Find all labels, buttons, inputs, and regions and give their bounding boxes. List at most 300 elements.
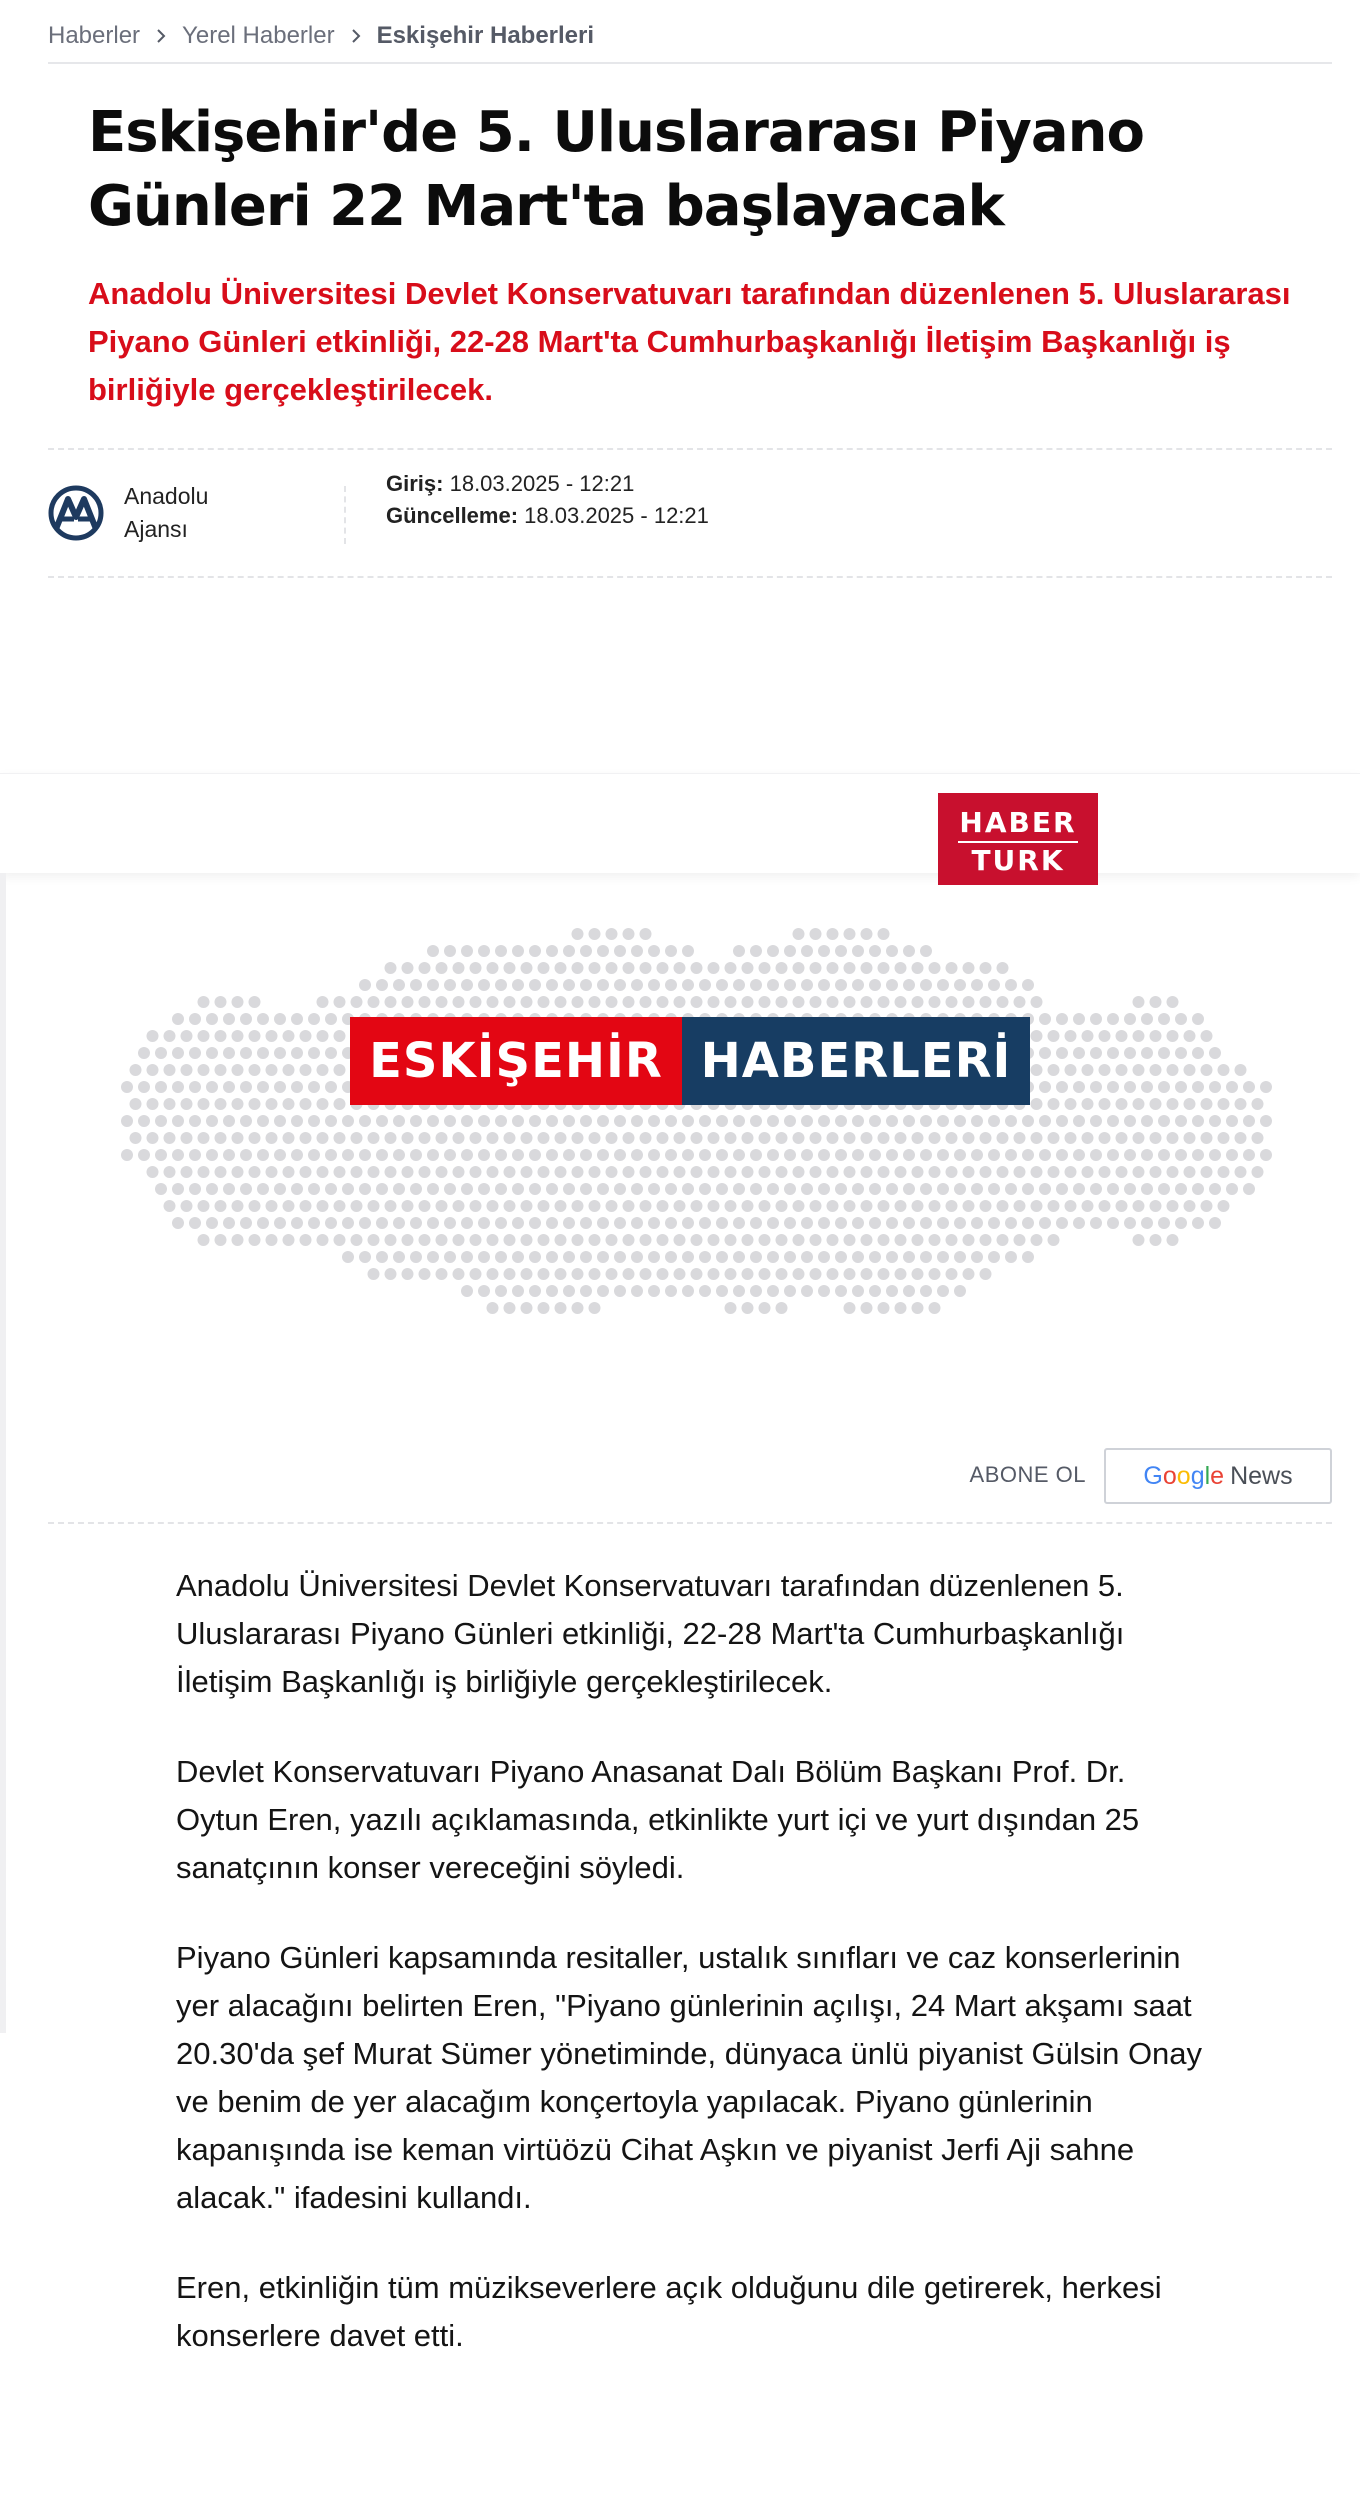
map-dot — [529, 1285, 541, 1297]
map-dot — [589, 928, 601, 940]
map-dot — [317, 1064, 329, 1076]
map-dot — [1090, 1217, 1102, 1229]
map-dot — [147, 1098, 159, 1110]
google-wordmark: Google — [1143, 1461, 1225, 1490]
map-dot — [512, 979, 524, 991]
map-dot — [1192, 1217, 1204, 1229]
map-dot — [716, 1251, 728, 1263]
map-dot — [504, 1268, 516, 1280]
map-dot — [283, 1030, 295, 1042]
map-dot — [844, 962, 856, 974]
map-dot — [368, 1132, 380, 1144]
map-dot — [555, 1302, 567, 1314]
map-dot — [300, 1200, 312, 1212]
map-dot — [1260, 1081, 1272, 1093]
map-dot — [538, 962, 550, 974]
map-dot — [954, 1285, 966, 1297]
map-dot — [1022, 1217, 1034, 1229]
map-dot — [283, 1200, 295, 1212]
map-dot — [912, 1132, 924, 1144]
map-dot — [546, 1183, 558, 1195]
map-dot — [589, 1302, 601, 1314]
map-dot — [708, 1268, 720, 1280]
map-dot — [249, 996, 261, 1008]
map-dot — [393, 1149, 405, 1161]
map-dot — [172, 1217, 184, 1229]
map-dot — [325, 1081, 337, 1093]
map-dot — [1133, 1098, 1145, 1110]
map-dot — [657, 1234, 669, 1246]
map-dot — [410, 979, 422, 991]
map-dot — [223, 1217, 235, 1229]
map-dot — [427, 1115, 439, 1127]
map-dot — [215, 1234, 227, 1246]
map-dot — [835, 1285, 847, 1297]
map-dot — [368, 996, 380, 1008]
map-dot — [181, 1098, 193, 1110]
map-dot — [376, 1251, 388, 1263]
map-dot — [283, 1064, 295, 1076]
map-dot — [946, 996, 958, 1008]
map-dot — [716, 1149, 728, 1161]
map-dot — [623, 1132, 635, 1144]
map-dot — [1175, 1115, 1187, 1127]
map-dot — [861, 1166, 873, 1178]
map-dot — [1082, 1132, 1094, 1144]
map-dot — [1252, 1132, 1264, 1144]
map-dot — [1192, 1149, 1204, 1161]
map-dot — [351, 1166, 363, 1178]
map-dot — [963, 1268, 975, 1280]
map-dot — [665, 1285, 677, 1297]
map-dot — [155, 1115, 167, 1127]
map-dot — [631, 1183, 643, 1195]
map-dot — [623, 1200, 635, 1212]
map-dot — [1150, 1166, 1162, 1178]
map-dot — [555, 996, 567, 1008]
map-dot — [606, 1268, 618, 1280]
map-dot — [359, 979, 371, 991]
map-dot — [1031, 1098, 1043, 1110]
map-dot — [1065, 1064, 1077, 1076]
map-dot — [478, 979, 490, 991]
map-dot — [1082, 1030, 1094, 1042]
map-dot — [1167, 996, 1179, 1008]
map-dot — [393, 1115, 405, 1127]
map-dot — [648, 979, 660, 991]
map-dot — [963, 1166, 975, 1178]
map-dot — [215, 1098, 227, 1110]
map-dot — [674, 1268, 686, 1280]
map-dot — [903, 1115, 915, 1127]
map-dot — [614, 945, 626, 957]
map-dot — [1065, 1132, 1077, 1144]
media-header-bar — [0, 773, 1360, 873]
map-dot — [563, 1183, 575, 1195]
map-dot — [232, 1064, 244, 1076]
map-dot — [954, 1251, 966, 1263]
map-dot — [708, 1200, 720, 1212]
map-dot — [980, 1200, 992, 1212]
map-dot — [640, 962, 652, 974]
map-dot — [1209, 1081, 1221, 1093]
map-dot — [572, 1268, 584, 1280]
map-dot — [410, 1251, 422, 1263]
map-dot — [597, 1115, 609, 1127]
map-dot — [716, 979, 728, 991]
map-dot — [793, 996, 805, 1008]
map-dot — [308, 1115, 320, 1127]
map-dot — [861, 1132, 873, 1144]
map-dot — [1065, 1098, 1077, 1110]
map-dot — [1218, 1098, 1230, 1110]
map-dot — [733, 1217, 745, 1229]
map-dot — [512, 1285, 524, 1297]
map-dot — [215, 1166, 227, 1178]
map-dot — [818, 1251, 830, 1263]
source-info[interactable] — [48, 480, 254, 546]
map-dot — [444, 1115, 456, 1127]
map-dot — [1133, 996, 1145, 1008]
map-dot — [674, 1200, 686, 1212]
map-dot — [232, 1166, 244, 1178]
map-dot — [818, 1183, 830, 1195]
map-dot — [538, 996, 550, 1008]
map-dot — [376, 1115, 388, 1127]
map-dot — [351, 996, 363, 1008]
map-dot — [300, 1166, 312, 1178]
map-dot — [249, 1030, 261, 1042]
map-dot — [750, 1115, 762, 1127]
map-dot — [665, 1149, 677, 1161]
article-paragraph: Piyano Günleri kapsamında resitaller, ustalık sınıfları ve caz konserlerinin yer alacağını belirten Eren, "Piyano günlerinin açılışı, 24 Mart akşamı saat 20.30'da şef Murat Sümer yönetiminde, dünyaca ünlü piyanist Gülsin Onay ve benim de yer alacağım konçertoyla yapılacak. Piyano günlerinin kapanışında ise keman virtüözü Cihat Aşkın ve piyanist Jerfi Aji sahne alacak." ifadesini kullandı. — [176, 1940, 1203, 2215]
map-dot — [1014, 1200, 1026, 1212]
map-dot — [708, 1234, 720, 1246]
map-dot — [759, 1200, 771, 1212]
map-dot — [835, 1183, 847, 1195]
map-dot — [529, 1149, 541, 1161]
map-dot — [750, 1183, 762, 1195]
map-dot — [606, 1166, 618, 1178]
map-dot — [342, 1183, 354, 1195]
map-dot — [733, 979, 745, 991]
map-dot — [257, 1013, 269, 1025]
map-dot — [665, 1217, 677, 1229]
map-dot — [657, 962, 669, 974]
chevron-right-icon — [345, 25, 367, 47]
map-dot — [495, 1251, 507, 1263]
map-dot — [317, 1030, 329, 1042]
map-dot — [453, 1200, 465, 1212]
map-dot — [249, 1234, 261, 1246]
map-dot — [1116, 1030, 1128, 1042]
map-dot — [1218, 1166, 1230, 1178]
map-dot — [682, 979, 694, 991]
map-dot — [886, 1285, 898, 1297]
map-dot — [980, 962, 992, 974]
map-dot — [733, 1183, 745, 1195]
map-dot — [529, 945, 541, 957]
map-dot — [920, 1115, 932, 1127]
map-dot — [1124, 1115, 1136, 1127]
map-dot — [453, 1132, 465, 1144]
map-dot — [1192, 1183, 1204, 1195]
map-dot — [606, 996, 618, 1008]
article-paragraph: Eren, etkinliğin tüm müzikseverlere açık olduğunu dile getirerek, herkesi konserlere davet etti. — [176, 2270, 1162, 2353]
map-dot — [946, 1132, 958, 1144]
map-dot — [971, 1217, 983, 1229]
map-dot — [240, 1183, 252, 1195]
map-dot — [240, 1047, 252, 1059]
map-dot — [1175, 1183, 1187, 1195]
map-dot — [1150, 1064, 1162, 1076]
map-dot — [827, 1132, 839, 1144]
map-dot — [274, 1115, 286, 1127]
map-dot — [308, 1081, 320, 1093]
map-dot — [427, 1217, 439, 1229]
map-dot — [1260, 1115, 1272, 1127]
map-dot — [631, 1251, 643, 1263]
map-dot — [997, 1132, 1009, 1144]
map-dot — [954, 979, 966, 991]
map-dot — [342, 1149, 354, 1161]
map-dot — [776, 1234, 788, 1246]
map-dot — [920, 1285, 932, 1297]
map-dot — [504, 962, 516, 974]
map-dot — [555, 1234, 567, 1246]
map-dot — [971, 1251, 983, 1263]
map-dot — [206, 1047, 218, 1059]
map-dot — [1133, 1030, 1145, 1042]
breadcrumb-item-haberler[interactable]: Haberler — [48, 22, 141, 49]
map-dot — [810, 1234, 822, 1246]
map-dot — [189, 1115, 201, 1127]
map-dot — [631, 979, 643, 991]
map-dot — [1005, 1217, 1017, 1229]
map-dot — [300, 1234, 312, 1246]
map-dot — [1090, 1115, 1102, 1127]
map-dot — [640, 1268, 652, 1280]
map-dot — [1167, 1166, 1179, 1178]
map-dot — [402, 1234, 414, 1246]
map-dot — [155, 1183, 167, 1195]
map-dot — [385, 1132, 397, 1144]
map-dot — [784, 1285, 796, 1297]
map-dot — [563, 979, 575, 991]
map-dot — [861, 1200, 873, 1212]
breadcrumb-item-current[interactable]: Eskişehir Haberleri — [376, 22, 595, 49]
map-dot — [971, 1115, 983, 1127]
map-dot — [1243, 1149, 1255, 1161]
map-dot — [257, 1081, 269, 1093]
map-dot — [725, 1234, 737, 1246]
map-dot — [886, 1251, 898, 1263]
map-dot — [478, 1251, 490, 1263]
map-dot — [325, 1217, 337, 1229]
map-dot — [1133, 1200, 1145, 1212]
map-dot — [665, 979, 677, 991]
map-dot — [1184, 1030, 1196, 1042]
map-dot — [691, 1268, 703, 1280]
map-dot — [878, 928, 890, 940]
map-dot — [801, 1149, 813, 1161]
map-dot — [776, 1132, 788, 1144]
map-dot — [640, 996, 652, 1008]
map-dot — [206, 1149, 218, 1161]
map-dot — [546, 1285, 558, 1297]
map-dot — [317, 1132, 329, 1144]
map-dot — [657, 996, 669, 1008]
map-dot — [232, 1098, 244, 1110]
map-dot — [1192, 1013, 1204, 1025]
map-dot — [1218, 1200, 1230, 1212]
map-dot — [589, 1234, 601, 1246]
map-dot — [419, 962, 431, 974]
map-dot — [929, 1200, 941, 1212]
map-dot — [164, 1132, 176, 1144]
map-dot — [283, 1234, 295, 1246]
map-dot — [1005, 1115, 1017, 1127]
map-dot — [1167, 1064, 1179, 1076]
map-dot — [512, 1183, 524, 1195]
map-dot — [793, 1166, 805, 1178]
map-dot — [988, 1217, 1000, 1229]
map-dot — [580, 1115, 592, 1127]
map-dot — [1073, 1047, 1085, 1059]
map-dot — [1209, 1183, 1221, 1195]
updated-label: Güncelleme: — [386, 503, 519, 528]
map-dot — [402, 1132, 414, 1144]
map-dot — [198, 1234, 210, 1246]
map-dot — [232, 1234, 244, 1246]
map-dot — [980, 1132, 992, 1144]
map-dot — [181, 1200, 193, 1212]
map-dot — [521, 996, 533, 1008]
map-dot — [1167, 1132, 1179, 1144]
map-dot — [1048, 1200, 1060, 1212]
map-dot — [1048, 1098, 1060, 1110]
map-dot — [750, 945, 762, 957]
map-dot — [1141, 1081, 1153, 1093]
map-dot — [1167, 1098, 1179, 1110]
map-dot — [1150, 1098, 1162, 1110]
map-dot — [759, 1268, 771, 1280]
map-dot — [580, 1183, 592, 1195]
map-dot — [189, 1013, 201, 1025]
map-dot — [963, 996, 975, 1008]
map-dot — [172, 1183, 184, 1195]
map-dot — [614, 1285, 626, 1297]
map-dot — [487, 1166, 499, 1178]
map-dot — [563, 1115, 575, 1127]
map-dot — [249, 1098, 261, 1110]
map-dot — [266, 1064, 278, 1076]
map-dot — [895, 1200, 907, 1212]
map-dot — [504, 996, 516, 1008]
map-dot — [912, 1166, 924, 1178]
article-paragraph: Devlet Konservatuvarı Piyano Anasanat Dalı Bölüm Başkanı Prof. Dr. Oytun Eren, yazılı açıklamasında, etkinlikte yurt içi ve yurt dışından 25 sanatçının konser vereceğini söyledi. — [176, 1754, 1140, 1885]
map-dot — [589, 1166, 601, 1178]
map-dot — [886, 945, 898, 957]
map-dot — [767, 1285, 779, 1297]
map-dot — [487, 962, 499, 974]
map-dot — [1065, 1200, 1077, 1212]
map-dot — [198, 1166, 210, 1178]
map-dot — [886, 979, 898, 991]
map-dot — [249, 1166, 261, 1178]
map-dot — [1116, 1132, 1128, 1144]
map-dot — [223, 1081, 235, 1093]
map-dot — [937, 1251, 949, 1263]
map-dot — [852, 1217, 864, 1229]
haberturk-logo[interactable] — [938, 793, 1098, 885]
map-dot — [988, 1149, 1000, 1161]
map-dot — [682, 1183, 694, 1195]
map-dot — [308, 1217, 320, 1229]
map-dot — [852, 1251, 864, 1263]
map-dot — [878, 1234, 890, 1246]
map-dot — [453, 962, 465, 974]
map-dot — [1158, 1217, 1170, 1229]
map-dot — [682, 1149, 694, 1161]
map-dot — [1022, 1251, 1034, 1263]
map-dot — [308, 1149, 320, 1161]
map-dot — [1099, 1098, 1111, 1110]
map-dot — [521, 1268, 533, 1280]
map-dot — [155, 1047, 167, 1059]
map-dot — [793, 1132, 805, 1144]
map-dot — [419, 996, 431, 1008]
map-dot — [189, 1081, 201, 1093]
map-dot — [589, 1132, 601, 1144]
map-dot — [657, 1132, 669, 1144]
map-dot — [410, 1217, 422, 1229]
map-dot — [121, 1115, 133, 1127]
map-dot — [1141, 1217, 1153, 1229]
map-dot — [852, 1115, 864, 1127]
map-dot — [733, 1115, 745, 1127]
map-dot — [300, 1030, 312, 1042]
map-dot — [929, 1132, 941, 1144]
map-dot — [198, 1098, 210, 1110]
map-dot — [776, 996, 788, 1008]
map-dot — [368, 1200, 380, 1212]
map-dot — [699, 1251, 711, 1263]
map-dot — [895, 1234, 907, 1246]
map-dot — [1260, 1149, 1272, 1161]
map-dot — [810, 1268, 822, 1280]
map-dot — [198, 1064, 210, 1076]
map-dot — [266, 1030, 278, 1042]
map-dot — [1005, 979, 1017, 991]
map-dot — [198, 1030, 210, 1042]
map-dot — [929, 1234, 941, 1246]
map-dot — [291, 1217, 303, 1229]
map-dot — [444, 979, 456, 991]
breadcrumb-item-yerel-haberler[interactable]: Yerel Haberler — [182, 22, 335, 49]
map-dot — [164, 1200, 176, 1212]
map-dot — [359, 1217, 371, 1229]
map-dot — [631, 945, 643, 957]
map-dot — [1022, 979, 1034, 991]
map-dot — [1090, 1047, 1102, 1059]
google-news-button[interactable] — [1104, 1448, 1332, 1504]
map-dot — [929, 1268, 941, 1280]
map-dot — [895, 1166, 907, 1178]
map-dot — [206, 1081, 218, 1093]
map-dot — [716, 1285, 728, 1297]
map-dot — [1167, 1030, 1179, 1042]
